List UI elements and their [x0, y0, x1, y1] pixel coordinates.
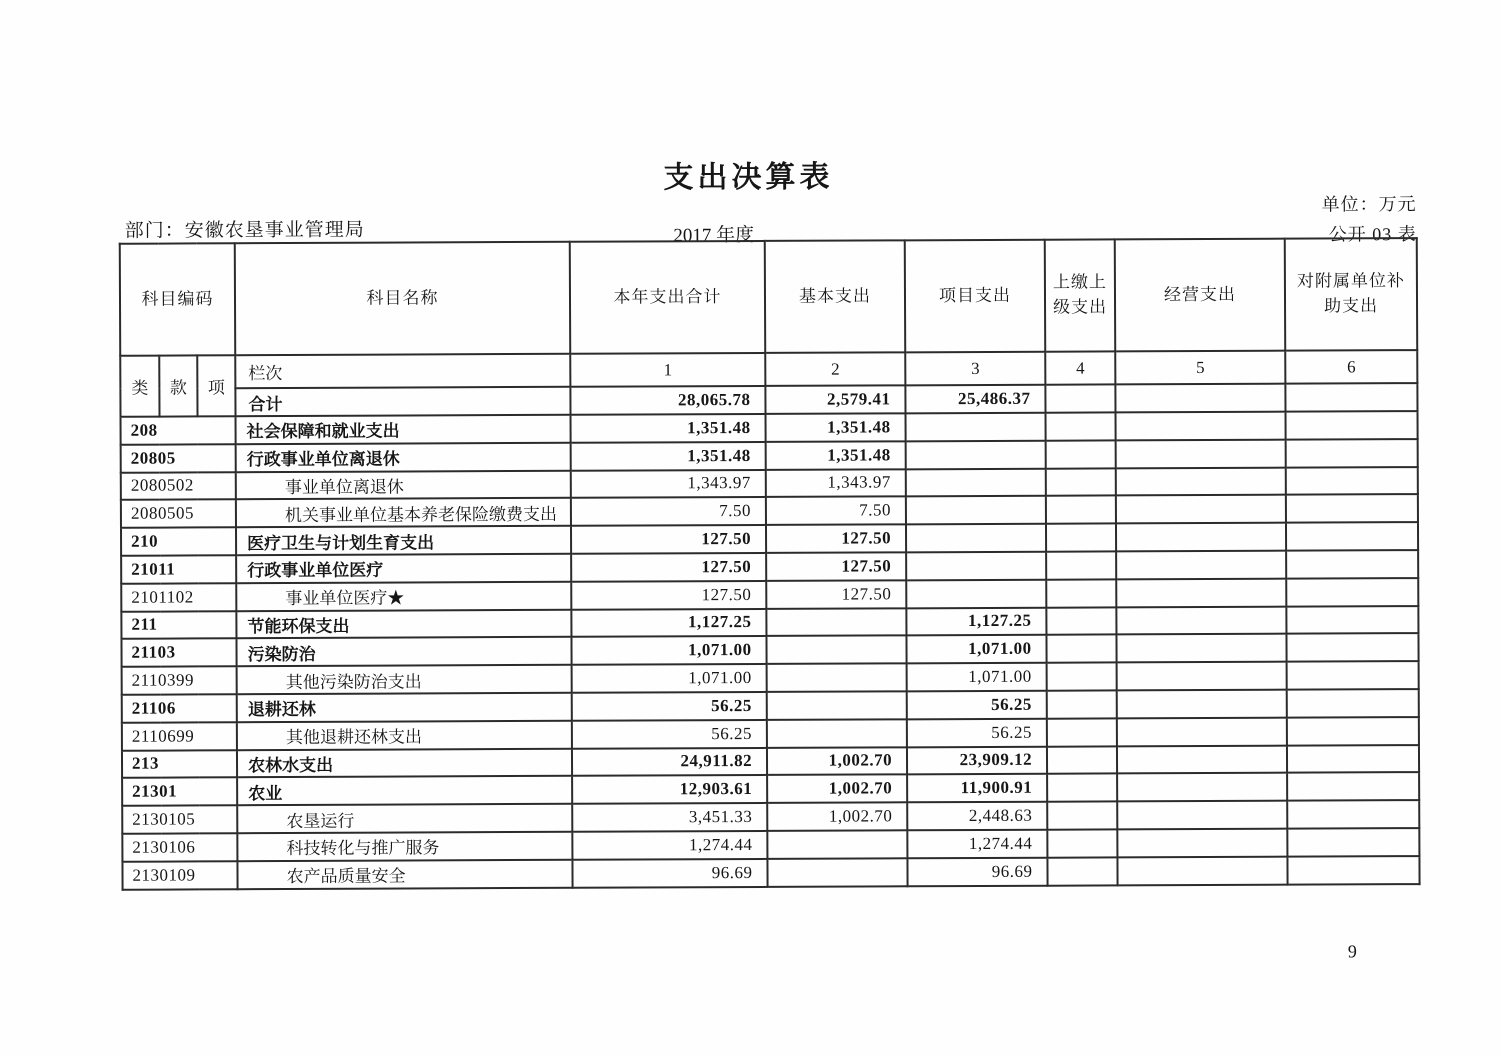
subject-name-cell: 科技转化与推广服务: [237, 832, 572, 861]
subject-code-cell: 21301: [122, 778, 237, 806]
subject-name-cell: 行政事业单位离退休: [236, 443, 571, 472]
header-project: 项目支出: [905, 240, 1045, 353]
column-number-6: 6: [1285, 350, 1417, 384]
subject-name-cell: 医疗卫生与计划生育支出: [236, 526, 571, 555]
subject-code-cell: 2110399: [122, 666, 237, 694]
subject-code-cell: 21011: [121, 555, 236, 583]
value-cell: [906, 552, 1046, 580]
subject-code-cell: 2130105: [122, 805, 237, 833]
value-cell: [1117, 773, 1287, 802]
value-cell: [767, 663, 907, 691]
table-number-label: 公开 03 表: [1328, 224, 1417, 245]
value-cell: 2,448.63: [907, 802, 1047, 830]
total-value-4: [1045, 384, 1115, 412]
total-value-5: [1115, 384, 1285, 413]
value-cell: [1287, 745, 1419, 773]
subject-name-cell: 农产品质量安全: [237, 860, 572, 889]
value-cell: 24,911.82: [572, 747, 767, 776]
subject-name-cell: 行政事业单位医疗: [236, 554, 571, 583]
subject-name-cell: 机关事业单位基本养老保险缴费支出: [236, 498, 571, 527]
value-cell: [1286, 522, 1418, 550]
subject-code-cell: 2130106: [122, 833, 237, 861]
subject-code-cell: 2101102: [121, 583, 236, 611]
total-value-3: 25,486.37: [905, 385, 1045, 414]
value-cell: [1117, 634, 1287, 663]
fiscal-year-label: 2017 年度: [673, 224, 755, 247]
value-cell: [1117, 829, 1287, 858]
subcol-class: 类: [120, 356, 159, 417]
expenditure-table: [119, 237, 1421, 890]
value-cell: [1286, 439, 1418, 467]
value-cell: [1046, 412, 1116, 440]
subject-name-cell: 农垦运行: [237, 804, 572, 833]
page-number: 9: [1347, 941, 1357, 962]
value-cell: [1286, 606, 1418, 634]
value-cell: 1,002.70: [767, 775, 907, 803]
value-cell: 1,351.48: [766, 441, 906, 469]
value-cell: [1046, 607, 1116, 635]
value-cell: 127.50: [766, 525, 906, 553]
value-cell: [1287, 828, 1419, 856]
column-number-2: 2: [765, 352, 905, 386]
table-row: [122, 856, 1419, 889]
value-cell: [1047, 746, 1117, 774]
value-cell: [1046, 579, 1116, 607]
value-cell: 7.50: [766, 497, 906, 525]
value-cell: [1046, 551, 1116, 579]
value-cell: [906, 496, 1046, 524]
table-body: [120, 238, 1420, 889]
value-cell: [1286, 578, 1418, 606]
value-cell: [1047, 663, 1117, 691]
value-cell: 1,002.70: [767, 747, 907, 775]
value-cell: 127.50: [571, 525, 766, 554]
value-cell: [1047, 774, 1117, 802]
value-cell: 96.69: [572, 859, 767, 888]
value-cell: 96.69: [907, 857, 1047, 885]
column-number-1: 1: [570, 353, 765, 387]
subject-code-cell: 2130109: [122, 861, 237, 889]
value-cell: [1046, 468, 1116, 496]
value-cell: [1287, 633, 1419, 661]
value-cell: [767, 636, 907, 664]
value-cell: 1,351.48: [571, 442, 766, 471]
value-cell: 1,343.97: [571, 470, 766, 499]
value-cell: [906, 441, 1046, 469]
value-cell: 1,127.25: [906, 607, 1046, 635]
subject-code-cell: 208: [121, 416, 236, 444]
value-cell: [1046, 440, 1116, 468]
value-cell: [1047, 857, 1117, 885]
subject-name-cell: 其他退耕还林支出: [237, 721, 572, 750]
value-cell: 1,071.00: [907, 663, 1047, 691]
header-subsidy: 对附属单位补助支出: [1285, 238, 1417, 351]
value-cell: 1,002.70: [767, 802, 907, 830]
subject-code-cell: 213: [122, 750, 237, 778]
value-cell: [767, 858, 907, 886]
column-number-3: 3: [905, 352, 1045, 386]
value-cell: [1117, 690, 1287, 719]
header-operating: 经营支出: [1115, 239, 1285, 352]
subcol-section: 款: [159, 355, 197, 416]
header-subject-name: 科目名称: [235, 242, 570, 355]
value-cell: 1,351.48: [571, 414, 766, 443]
value-cell: 1,351.48: [766, 413, 906, 441]
value-cell: 127.50: [571, 581, 766, 610]
header-subject-code: 科目编码: [120, 243, 236, 356]
header-basic: 基本支出: [765, 240, 905, 353]
value-cell: [766, 608, 906, 636]
value-cell: [1117, 801, 1287, 830]
value-cell: [1116, 606, 1286, 635]
value-cell: [1117, 662, 1287, 691]
value-cell: 1,071.00: [572, 636, 767, 665]
value-cell: 56.25: [907, 718, 1047, 746]
subject-name-cell: 农业: [237, 776, 572, 805]
total-value-6: [1285, 383, 1417, 412]
total-value-1: 28,065.78: [570, 386, 765, 415]
value-cell: [1286, 467, 1418, 495]
unit-label: 单位：万元: [1321, 194, 1417, 215]
column-number-4: 4: [1045, 351, 1115, 384]
value-cell: [1116, 551, 1286, 580]
value-cell: [1287, 689, 1419, 717]
total-label: 合计: [235, 387, 570, 416]
subject-name-cell: 污染防治: [237, 637, 572, 666]
value-cell: [1116, 439, 1286, 468]
value-cell: [1047, 635, 1117, 663]
subject-code-cell: 2080505: [121, 500, 236, 528]
value-cell: 127.50: [766, 580, 906, 608]
subject-code-cell: 21106: [122, 694, 237, 722]
lanci-label: 栏次: [235, 354, 570, 388]
subject-code-cell: 21103: [121, 639, 236, 667]
department-label: 部门：安徽农垦事业管理局: [124, 219, 365, 242]
value-cell: 23,909.12: [907, 746, 1047, 774]
document-title: 支出决算表: [663, 160, 834, 195]
value-cell: [767, 719, 907, 747]
value-cell: [906, 579, 1046, 607]
value-cell: [767, 691, 907, 719]
value-cell: [906, 524, 1046, 552]
subject-code-cell: 211: [121, 611, 236, 639]
value-cell: 1,274.44: [572, 831, 767, 860]
value-cell: 56.25: [572, 720, 767, 749]
subject-code-cell: 210: [121, 527, 236, 555]
value-cell: [1116, 578, 1286, 607]
value-cell: [1046, 524, 1116, 552]
value-cell: 11,900.91: [907, 774, 1047, 802]
value-cell: [1046, 496, 1116, 524]
value-cell: [1116, 467, 1286, 496]
subject-code-cell: 20805: [121, 444, 236, 472]
value-cell: [1117, 856, 1287, 885]
value-cell: 127.50: [766, 552, 906, 580]
value-cell: 1,274.44: [907, 830, 1047, 858]
value-cell: 1,127.25: [571, 609, 766, 638]
value-cell: [1287, 800, 1419, 828]
subcol-item: 项: [197, 355, 235, 416]
value-cell: [1116, 523, 1286, 552]
subject-name-cell: 事业单位医疗★: [236, 582, 571, 611]
subject-name-cell: 社会保障和就业支出: [236, 415, 571, 444]
value-cell: 1,071.00: [907, 635, 1047, 663]
value-cell: [1286, 550, 1418, 578]
value-cell: 1,343.97: [766, 469, 906, 497]
header-total: 本年支出合计: [570, 241, 765, 354]
value-cell: [1047, 829, 1117, 857]
total-value-2: 2,579.41: [765, 385, 905, 414]
subject-code-cell: 2080502: [121, 472, 236, 500]
value-cell: [1286, 494, 1418, 522]
header-row: [120, 238, 1418, 356]
value-cell: 3,451.33: [572, 803, 767, 832]
value-cell: 1,071.00: [572, 664, 767, 693]
header-upper-level: 上缴上级支出: [1045, 239, 1115, 351]
value-cell: [906, 413, 1046, 441]
value-cell: [767, 830, 907, 858]
value-cell: 56.25: [572, 692, 767, 721]
value-cell: 12,903.61: [572, 775, 767, 804]
value-cell: [1287, 772, 1419, 800]
value-cell: [1286, 411, 1418, 439]
value-cell: 7.50: [571, 497, 766, 526]
value-cell: [1287, 717, 1419, 745]
value-cell: [1287, 661, 1419, 689]
subject-name-cell: 节能环保支出: [236, 609, 571, 638]
value-cell: [1117, 745, 1287, 774]
value-cell: 56.25: [907, 691, 1047, 719]
value-cell: [1047, 802, 1117, 830]
value-cell: [1117, 717, 1287, 746]
subject-code-cell: 2110699: [122, 722, 237, 750]
subject-name-cell: 其他污染防治支出: [237, 665, 572, 694]
column-number-5: 5: [1115, 351, 1285, 385]
value-cell: [906, 468, 1046, 496]
value-cell: [1116, 495, 1286, 524]
value-cell: [1047, 690, 1117, 718]
value-cell: [1116, 412, 1286, 441]
value-cell: [1287, 856, 1419, 884]
subject-name-cell: 事业单位离退休: [236, 470, 571, 499]
subject-name-cell: 退耕还林: [237, 693, 572, 722]
subject-name-cell: 农林水支出: [237, 748, 572, 777]
value-cell: 127.50: [571, 553, 766, 582]
value-cell: [1047, 718, 1117, 746]
